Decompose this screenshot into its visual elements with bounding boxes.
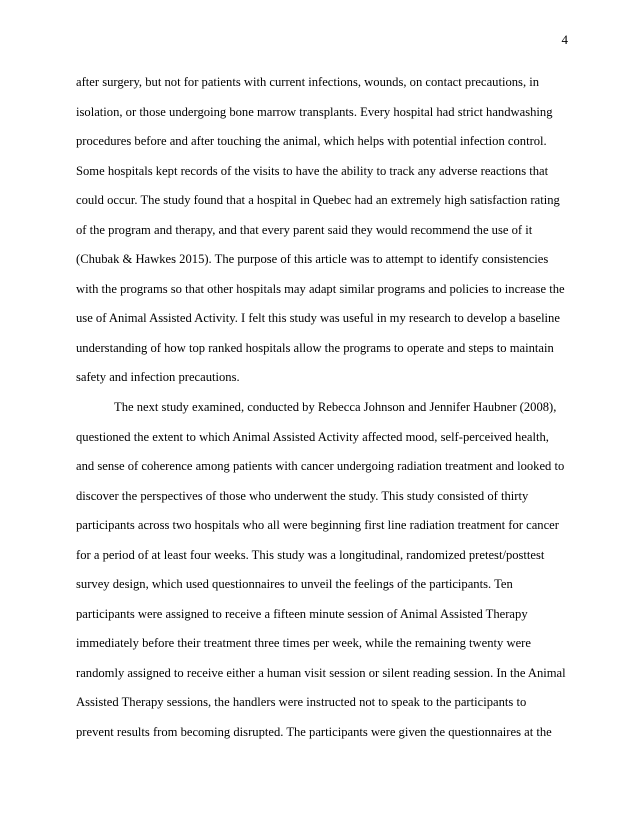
text-line: and sense of coherence among patients with cancer undergoing radiation treatment and looked to (76, 459, 565, 474)
text-line: use of Animal Assisted Activity. I felt this study was useful in my research to develop a baseline (76, 311, 560, 326)
text-line: immediately before their treatment three times per week, while the remaining twenty were (76, 636, 531, 651)
text-line: understanding of how top ranked hospitals allow the programs to operate and steps to maintain (76, 340, 554, 355)
body-text (76, 68, 576, 748)
text-line: with the programs so that other hospitals may adapt similar programs and policies to increase the (76, 281, 565, 296)
text-line: safety and infection precautions. (76, 370, 240, 385)
text-line: participants across two hospitals who all were beginning first line radiation treatment for cancer (76, 518, 559, 533)
text-line: (Chubak & Hawkes 2015). The purpose of this article was to attempt to identify consistencies (76, 252, 549, 267)
text-line: discover the perspectives of those who underwent the study. This study consisted of thirty (76, 488, 529, 503)
text-line: after surgery, but not for patients with current infections, wounds, on contact precautions, in (76, 75, 540, 89)
text-line: of the program and therapy, and that every parent said they would recommend the use of it (76, 222, 533, 237)
text-line: participants were assigned to receive a fifteen minute session of Animal Assisted Therapy (76, 606, 528, 621)
text-line: randomly assigned to receive either a human visit session or silent reading session. In the Animal (76, 665, 566, 680)
text-line: procedures before and after touching the animal, which helps with potential infection control. (76, 134, 547, 149)
text-line: isolation, or those undergoing bone marrow transplants. Every hospital had strict handwashing (76, 104, 553, 119)
text-line: questioned the extent to which Animal Assisted Activity affected mood, self-perceived health, (76, 429, 549, 444)
text-line: survey design, which used questionnaires to unveil the feelings of the participants. Ten (76, 577, 513, 592)
text-line: Assisted Therapy sessions, the handlers were instructed not to speak to the participants to (76, 695, 527, 710)
text-line: for a period of at least four weeks. This study was a longitudinal, randomized pretest/posttest (76, 547, 545, 562)
text-line: prevent results from becoming disrupted. The participants were given the questionnaires at the (76, 725, 552, 740)
paragraph-2 (76, 393, 576, 748)
page-number: 4 (561, 32, 568, 47)
paragraph-1 (76, 68, 576, 393)
text-line: Some hospitals kept records of the visits to have the ability to track any adverse reactions that (76, 163, 549, 178)
text-line: could occur. The study found that a hospital in Quebec had an extremely high satisfaction rating (76, 193, 560, 208)
text-line: The next study examined, conducted by Rebecca Johnson and Jennifer Haubner (2008), (114, 400, 557, 415)
